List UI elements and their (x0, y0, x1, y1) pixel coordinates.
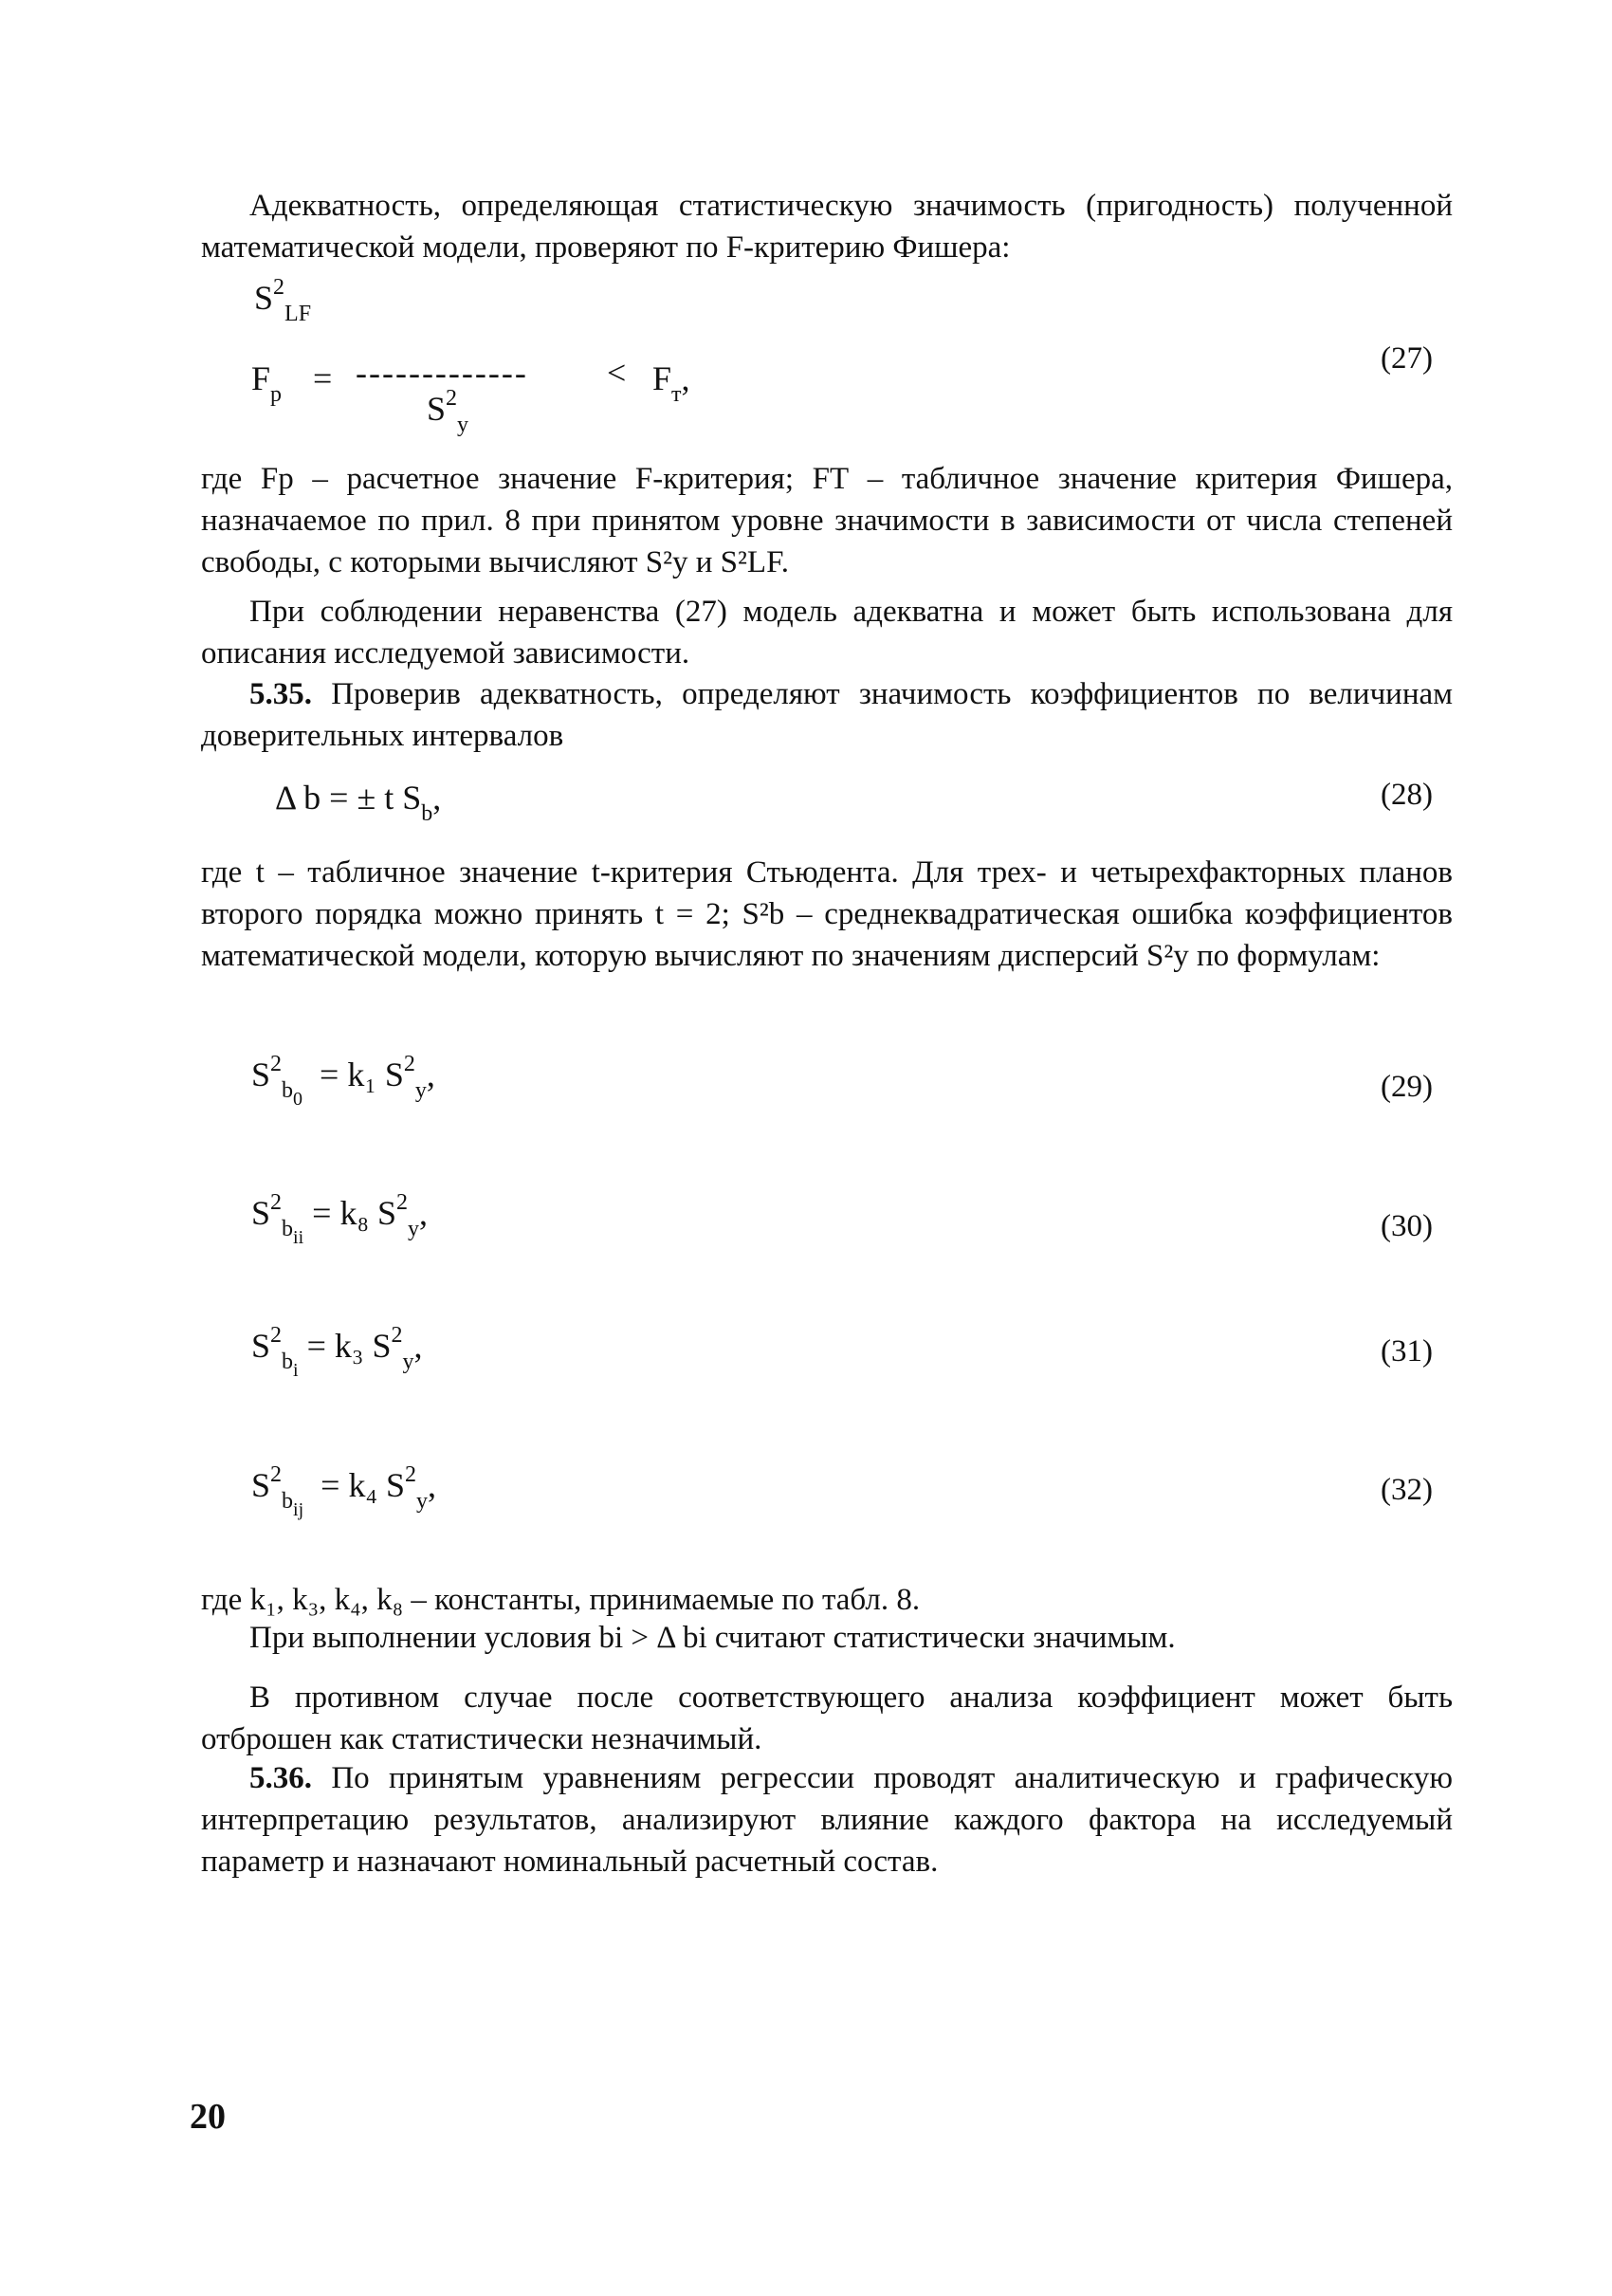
section-number-5-35: 5.35. (249, 677, 312, 711)
paragraph-constants: где k₁, k₃, k₄, k₈ – константы, принимаемые по табл. 8. (201, 1583, 921, 1617)
eq27-lhs: $F_р$ (251, 359, 283, 407)
eq27-less-than: < (607, 354, 627, 392)
eq27-denominator: $S^2_у$ (427, 386, 469, 437)
paragraph-5-35: 5.35. Проверив адекватность, определяют значимость коэффициентов по величинам доверительных интервалов (201, 677, 1454, 753)
equation-number-29: (29) (1381, 1070, 1433, 1104)
eq30-body: $S^2_{bii} = k_8$ $S^2_у$, (251, 1190, 429, 1248)
paragraph-inequality: При соблюдении неравенства (27) модель адекватна и может быть использована для описания исследуемой зависимости. (201, 595, 1453, 670)
section-number-5-36: 5.36. (249, 1761, 312, 1795)
eq32-body: $S^2_{bij} = k_4$ $S^2_у$, (251, 1462, 437, 1520)
eq31-body: $S^2_{bi} = k_3$ $S^2_у$, (251, 1323, 423, 1381)
paragraph-5-36: 5.36. По принятым уравнениям регрессии проводят аналитическую и графическую интерпретацию результатов, анализируют влияние каждого фактора на исследуемый параметр и назначают номинальный расчетный состав. (201, 1761, 1454, 1879)
eq29-body: $S^2_{b0} = k_1$ $S^2_у$, (251, 1052, 435, 1110)
equation-number-31: (31) (1381, 1334, 1433, 1368)
equation-number-27: (27) (1381, 341, 1433, 376)
equation-number-28: (28) (1381, 778, 1433, 812)
paragraph-adequacy: Адекватность, определяющая статистическую значимость (пригодность) полученной математической модели, проверяют по F-критерию Фишера: (201, 189, 1453, 265)
eq27-equals: = (313, 359, 333, 397)
equation-number-30: (30) (1381, 1209, 1433, 1243)
page-number: 20 (190, 2097, 226, 2137)
equation-number-32: (32) (1381, 1473, 1433, 1507)
eq27-numerator: $S^2_{LF}$ (254, 275, 312, 326)
eq28-body: Δ b = ± t $S_b$, (275, 779, 442, 826)
paragraph-t-definition: где t – табличное значение t-критерия Стьюдента. Для трех- и четырехфакторных планов второго порядка можно принять t = 2; S²b – среднеквадратическая ошибка коэффициентов математической модели, которую вычисляют по значениям дисперсий S²у по формулам: (201, 855, 1453, 973)
paragraph-fp-definition: где Fр – расчетное значение F-критерия; FТ – табличное значение критерия Фишера, назначаемое по прил. 8 при принятом уровне значимости в зависимости от числа степеней свободы, с которыми вычисляют S²у и S²LF. (201, 462, 1453, 579)
paragraph-otherwise: В противном случае после соответствующего анализа коэффициент может быть отброшен как статистически незначимый. (201, 1681, 1453, 1756)
eq27-rhs: $F_т$, (652, 359, 690, 407)
paragraph-significance-condition: При выполнении условия bi > Δ bi считают статистически значимым. (249, 1621, 1176, 1655)
eq27-fraction-bar: ------------- (356, 354, 528, 392)
